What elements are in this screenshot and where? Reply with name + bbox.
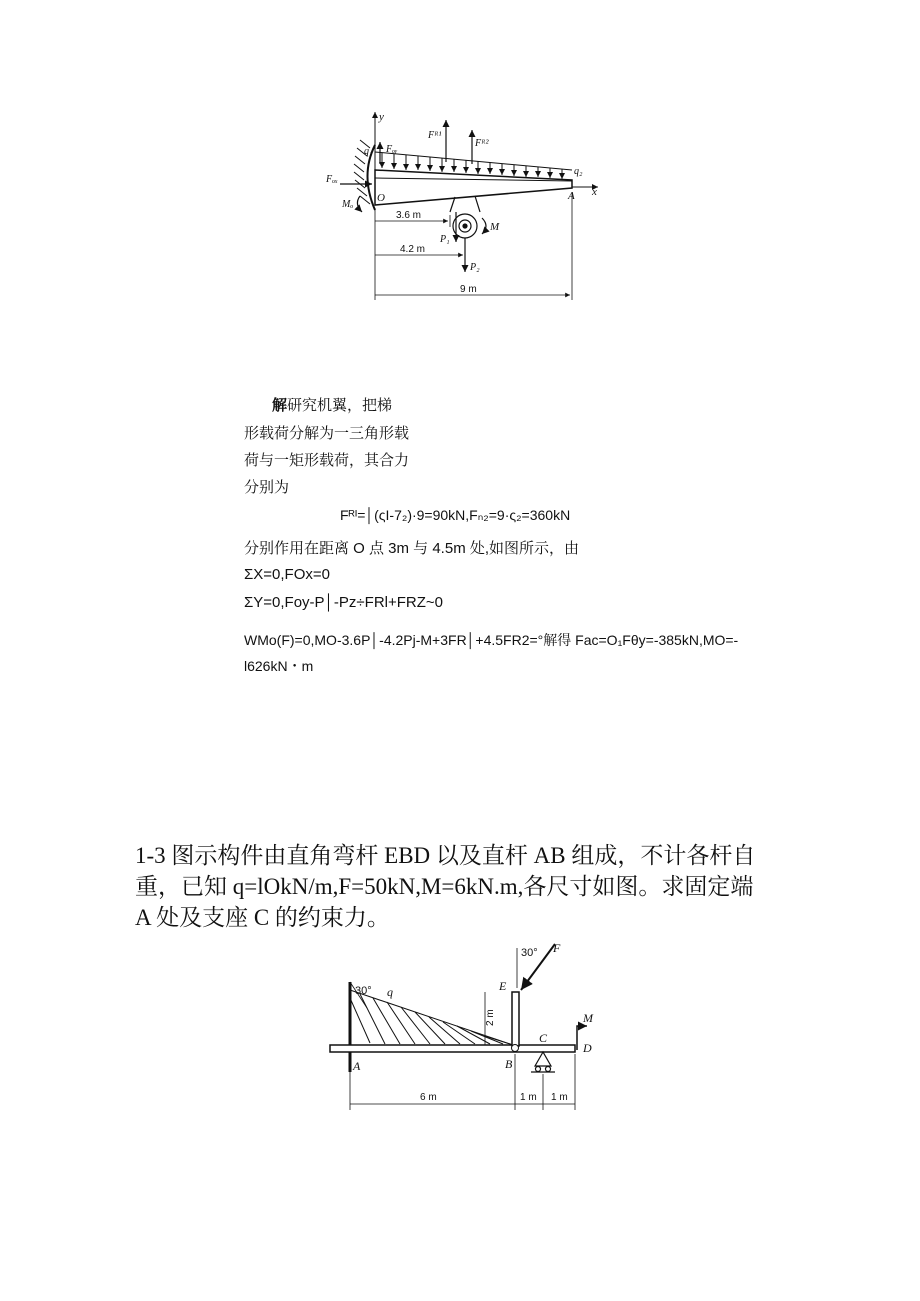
beam-ab <box>330 1045 575 1052</box>
solution-line-2: 形载荷分解为一三角形载 <box>244 425 410 442</box>
q-label: q <box>387 985 393 999</box>
point-a: A <box>568 190 575 202</box>
point-c: C <box>539 1031 548 1045</box>
roller-support-c <box>531 1052 555 1072</box>
point-a: A <box>353 1059 361 1073</box>
equation-sum-x: ΣX=0,FOx=0 <box>244 566 330 583</box>
q1-label: q₁ <box>364 146 373 157</box>
dim-3-6m: 3.6 m <box>396 210 422 221</box>
point-e: E <box>499 979 507 993</box>
p2-label: P₂ <box>470 262 480 273</box>
point-d: D <box>583 1041 592 1055</box>
solution-line-4: 分别为 <box>244 479 290 496</box>
frame-figure <box>325 938 605 1118</box>
dim-1m-a: 1 m <box>520 1092 537 1103</box>
q2-label: q₂ <box>574 166 583 177</box>
problem-statement <box>135 840 795 933</box>
dim-4-2m: 4.2 m <box>400 244 426 255</box>
solution-line-3: 荷与一矩形载荷，其合力 <box>244 452 410 469</box>
wing-beam <box>375 170 572 205</box>
problem-line-2: 重，已知 q=lOkN/m,F=50kN,M=6kN.m,各尺寸如图。求固定端 <box>135 874 754 899</box>
equation-sum-y: ΣY=0,Foy-P│-Pz÷FRl+FRZ~0 <box>244 594 444 611</box>
point-o: O <box>377 192 385 204</box>
hinge-b <box>512 1045 519 1052</box>
member-eb <box>512 992 519 1046</box>
solution-bold-label: 解 <box>272 397 288 414</box>
x-label: x <box>592 186 597 198</box>
mo-label: Mₒ <box>342 199 354 210</box>
m-arrow <box>482 218 486 234</box>
fr1-label: Fᴿ¹ <box>428 130 442 141</box>
angle-30-top: 30° <box>521 947 538 959</box>
solution-line-1-text: 研究机翼，把梯 <box>287 397 393 414</box>
equation-moment: WMo(F)=0,MO-3.6P│-4.2Pj-M+3FR│+4.5FR2=°解得 Fac=O₁Fθy=-385kN,MO=- <box>244 632 739 648</box>
dim-9m: 9 m <box>460 284 477 295</box>
f-label: F <box>553 941 561 955</box>
p1-label: P₁ <box>440 234 450 245</box>
problem-line-3: A 处及支座 C 的约束力。 <box>135 905 390 930</box>
fr2-label: Fᴿ² <box>475 138 489 149</box>
equation-moment-cont: l626kN・m <box>244 658 314 674</box>
solution-line-1 <box>272 396 392 416</box>
mo-arrow <box>357 196 362 212</box>
m-label: M <box>490 221 500 233</box>
fox-label: Fₒₓ <box>326 174 338 185</box>
point-b: B <box>505 1057 513 1071</box>
solution-line-5: 分别作用在距离 O 点 3m 与 4.5m 处,如图所示，由 <box>244 540 580 557</box>
solution-formula: Fᴿᴵ=│(ςI-7₂)·9=90kN,Fₙ₂=9·ς₂=360kN <box>340 507 571 523</box>
y-label: y <box>379 111 384 123</box>
angle-30-left: 30° <box>355 985 372 997</box>
problem-line-1: 1-3 图示构件由直角弯杆 EBD 以及直杆 AB 组成，不计各杆自 <box>135 843 756 868</box>
m-label: M <box>583 1011 593 1025</box>
engine-pod <box>450 196 480 238</box>
dim-2m: 2 m <box>485 1009 496 1026</box>
wing-figure <box>320 100 610 310</box>
foy-label: Fₒᵧ <box>386 144 398 155</box>
dim-1m-b: 1 m <box>551 1092 568 1103</box>
dim-6m: 6 m <box>420 1092 437 1103</box>
